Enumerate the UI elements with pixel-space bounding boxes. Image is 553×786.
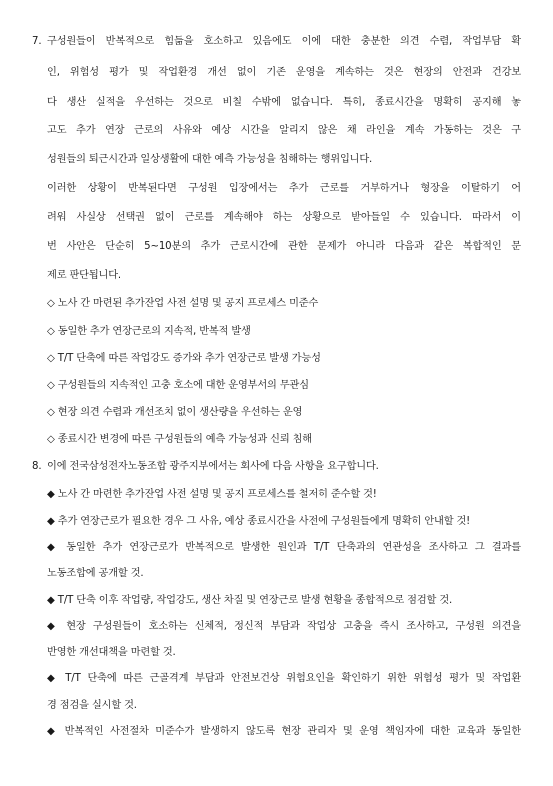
section-8-line: ◆ 노사 간 마련한 추가잔업 사전 설명 및 공지 프로세스를 철저히 준수할 것! — [47, 489, 377, 500]
section-7-line: 제로 판단됩니다. — [47, 270, 122, 281]
section-8-line: 노동조합에 공개할 것. — [47, 568, 144, 579]
section-7-number: 7. — [32, 36, 42, 47]
section-7-bullet: ◇ 현장 의견 수렴과 개선조치 없이 생산량을 우선하는 운영 — [47, 407, 303, 418]
section-8-intro: 이에 전국삼성전자노동조합 광주지부에서는 회사에 다음 사항을 요구합니다. — [47, 461, 379, 472]
section-8-line: ◆ 반복적인 사전절차 미준수가 발생하지 않도록 현장 관리자 및 운영 책임자에 대한 교육과 동일한 — [47, 726, 521, 737]
section-7-line: 다 생산 실적을 우선하는 것으로 비칠 수밖에 없습니다. 특히, 종료시간을 명확히 공지해 놓 — [47, 97, 521, 108]
section-8-line: ◆ 추가 연장근로가 필요한 경우 그 사유, 예상 종료시간을 사전에 구성원들에게 명확히 안내할 것! — [47, 516, 471, 527]
section-7-bullet: ◇ 구성원들의 지속적인 고충 호소에 대한 운영부서의 무관심 — [47, 380, 309, 391]
section-8-line: ◆ T/T 단축에 따른 근골격계 부담과 안전보건상 위험요인을 확인하기 위한 위험성 평가 및 작업환 — [47, 673, 521, 684]
section-7-line: 인, 위험성 평가 및 작업환경 개선 없이 기존 운영을 계속하는 것은 현장의 안전과 건강보 — [47, 67, 521, 78]
section-8-line: 경 점검을 실시할 것. — [47, 700, 137, 711]
section-7-bullet: ◇ 노사 간 마련된 추가잔업 사전 설명 및 공지 프로세스 미준수 — [47, 298, 319, 309]
section-8-line: ◆ 동일한 추가 연장근로가 반복적으로 발생한 원인과 T/T 단축과의 연관성을 조사하고 그 결과를 — [47, 542, 521, 553]
section-7-bullet: ◇ 종료시간 변경에 따른 구성원들의 예측 가능성과 신뢰 침해 — [47, 434, 312, 445]
section-7-line: 번 사안은 단순히 5~10분의 추가 근로시간에 관한 문제가 아니라 다음과 같은 복합적인 문 — [47, 241, 521, 252]
section-7-bullet: ◇ T/T 단축에 따른 작업강도 증가와 추가 연장근로 발생 가능성 — [47, 353, 321, 364]
section-7-line: 이러한 상황이 반복된다면 구성원 입장에서는 추가 근로를 거부하거나 형장을 이탈하기 어 — [47, 183, 521, 194]
section-8-line: 반영한 개선대책을 마련할 것. — [47, 647, 176, 658]
section-7-bullet: ◇ 동일한 추가 연장근로의 지속적, 반복적 발생 — [47, 326, 251, 337]
section-7-line: 성원들의 퇴근시간과 일상생활에 대한 예측 가능성을 침해하는 행위입니다. — [47, 154, 373, 165]
section-7-line: 려워 사실상 선택권 없이 근로를 계속해야 하는 상황으로 받아들일 수 있습니다. 따라서 이 — [47, 212, 521, 223]
section-8-line: ◆ 현장 구성원들이 호소하는 신체적, 정신적 부담과 작업상 고충을 즉시 조사하고, 구성원 의견을 — [47, 621, 521, 632]
section-7-line: 고도 추가 연장 근로의 사유와 예상 시간을 알리지 않은 채 라인을 계속 가동하는 것은 구 — [47, 125, 521, 136]
section-8-number: 8. — [32, 461, 42, 472]
section-7-line: 구성원들이 반복적으로 힘듦을 호소하고 있음에도 이에 대한 충분한 의견 수렴, 작업부담 확 — [47, 36, 521, 47]
section-8-line: ◆ T/T 단축 이후 작업량, 작업강도, 생산 차질 및 연장근로 발생 현황을 종합적으로 점검할 것. — [47, 595, 453, 606]
